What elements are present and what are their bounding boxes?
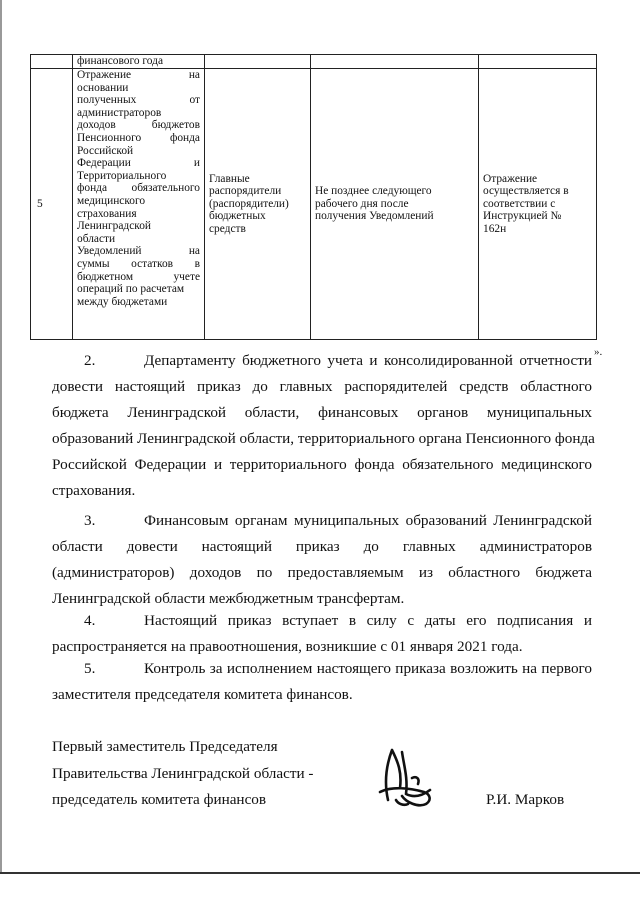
paragraph-3 <box>52 508 592 612</box>
cell-text-line: администраторов <box>77 106 162 119</box>
table-cell-empty <box>205 55 311 69</box>
cell-text-line: доходов бюджетов <box>77 119 200 132</box>
cell-text-line: области <box>77 232 116 245</box>
paragraph-line: Ленинградской области межбюджетным трансфертам. <box>52 590 405 607</box>
cell-text-line: бюджетном учете <box>77 270 200 283</box>
signatory-title-line: Правительства Ленинградской области - <box>52 764 314 782</box>
scan-left-edge <box>0 0 2 874</box>
row-number: 5 <box>37 197 43 210</box>
paragraph-number: 4. <box>84 612 96 629</box>
cell-text-line: Ленинградской <box>77 220 152 233</box>
cell-text-line: операций по расчетам <box>77 283 185 296</box>
paragraph-line: 4. Настоящий приказ вступает в силу с даты его подписания и <box>52 608 592 634</box>
paragraph-line: страхования. <box>52 482 136 499</box>
cell-text-line: 162н <box>483 222 507 235</box>
cell-text-line: полученных от <box>77 94 200 107</box>
note-text <box>483 173 592 236</box>
table-cell-empty <box>479 55 597 69</box>
paragraph-line: Российской Федерации и территориального фонда обязательного медицинского <box>52 456 592 473</box>
cell-text-line: Уведомлений на <box>77 245 200 258</box>
table-cell-empty <box>311 55 479 69</box>
page-bottom-rule <box>0 872 640 874</box>
cell-text-line: осуществляется в <box>483 185 569 198</box>
table-cell-continuation <box>73 55 205 69</box>
cell-text-line: Территориального <box>77 169 167 182</box>
paragraph-line: бюджета Ленинградской области, финансовых органов муниципальных <box>52 404 592 421</box>
signatory-title-line: Первый заместитель Председателя <box>52 738 278 755</box>
table-cell-note <box>479 69 597 340</box>
cell-text-line: Главные <box>209 172 250 185</box>
table-row <box>31 69 597 340</box>
cell-text-line: основании <box>77 81 129 94</box>
paragraph-5 <box>52 656 592 708</box>
cell-text-line: фонда обязательного <box>77 182 200 195</box>
signatory-name: Р.И. Марков <box>486 791 565 808</box>
paragraph-line: 5. Контроль за исполнением настоящего приказа возложить на первого <box>52 656 592 682</box>
paragraph-line: области довести настоящий приказ до главных администраторов <box>52 538 592 555</box>
closing-quote-mark: ». <box>594 346 603 358</box>
paragraph-2 <box>52 348 595 504</box>
cell-text-line: средств <box>209 222 246 235</box>
responsible-parties <box>209 173 306 236</box>
paragraph-line: распространяется на правоотношения, возникшие с 01 января 2021 года. <box>52 638 523 655</box>
paragraph-line: (администраторов) доходов по предоставляемым из областного бюджета <box>52 564 592 581</box>
paragraph-line: 3. Финансовым органам муниципальных образований Ленинградской <box>52 508 592 534</box>
cell-text-line: получения Уведомлений <box>315 210 434 223</box>
cell-text-line: медицинского <box>77 194 146 207</box>
paragraph-number: 5. <box>84 660 96 677</box>
deadline-text <box>315 185 474 223</box>
signatory-title-line: председатель комитета финансов <box>52 791 267 808</box>
cell-text-line: Федерации и <box>77 157 200 170</box>
cell-text-line: соответствии с <box>483 197 556 210</box>
signatory-title <box>52 734 313 814</box>
table-cell-row-number <box>31 69 73 340</box>
continuation-text: финансового года <box>77 55 164 67</box>
paragraph-number: 2. <box>84 352 96 369</box>
cell-text-line: суммы остатков в <box>77 257 200 270</box>
table-cell-responsible <box>205 69 311 340</box>
table-row-previous <box>31 55 597 69</box>
cell-text-line: страхования <box>77 207 137 220</box>
cell-text-line: между бюджетами <box>77 295 168 308</box>
paragraph-4 <box>52 608 592 660</box>
paragraph-number: 3. <box>84 512 96 529</box>
cell-text-line: бюджетных <box>209 210 266 223</box>
table-cell-number-empty <box>31 55 73 69</box>
cell-text-line: рабочего дня после <box>315 197 409 210</box>
cell-text-line: распорядители <box>209 185 282 198</box>
cell-text-line: Отражение на <box>77 69 200 81</box>
handwritten-signature <box>372 742 444 814</box>
cell-text-line: (распорядители) <box>209 197 289 210</box>
paragraph-line: заместителя председателя комитета финансов. <box>52 686 353 703</box>
cell-text-line: Российской <box>77 144 134 157</box>
report-table <box>30 54 597 340</box>
paragraph-line: 2. Департаменту бюджетного учета и консолидированной отчетности <box>52 348 592 374</box>
cell-text-line: Не позднее следующего <box>315 185 432 198</box>
cell-text-line: Инструкцией № <box>483 210 562 223</box>
cell-text-line: Пенсионного фонда <box>77 131 200 144</box>
paragraph-line: довести настоящий приказ до главных распорядителей средств областного <box>52 378 592 395</box>
table-cell-operation <box>73 69 205 340</box>
paragraph-line: образований Ленинградской области, территориального органа Пенсионного фонда <box>52 430 595 447</box>
operation-description <box>77 69 200 308</box>
cell-text-line: Отражение <box>483 172 538 185</box>
table-cell-deadline <box>311 69 479 340</box>
